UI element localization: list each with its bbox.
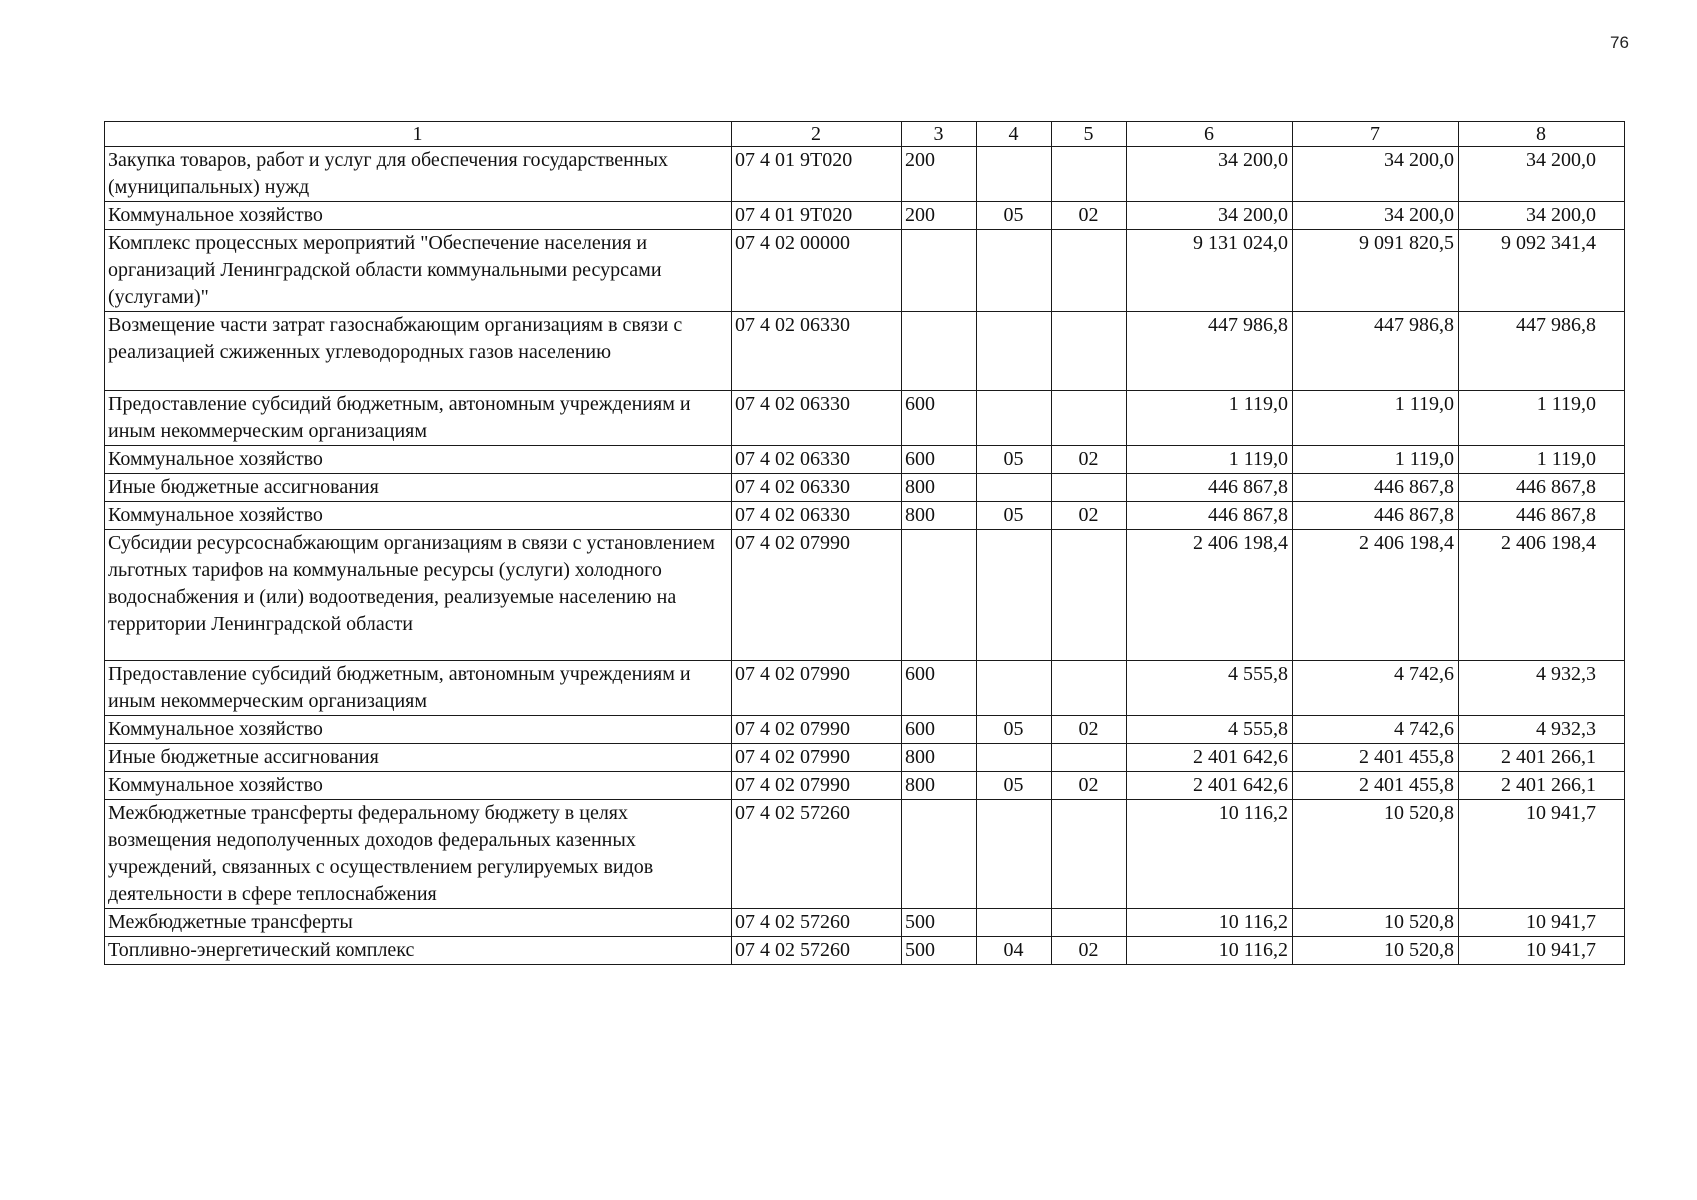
row-subsection: [1052, 800, 1127, 909]
row-subsection: 02: [1052, 772, 1127, 800]
row-subsection: [1052, 661, 1127, 716]
row-amount-col8: 2 401 266,1: [1459, 772, 1625, 800]
row-name: Коммунальное хозяйство: [105, 446, 732, 474]
row-name: Предоставление субсидий бюджетным, автономным учреждениям и иным некоммерческим организациям: [105, 661, 732, 716]
row-expense-type: 200: [902, 202, 977, 230]
row-amount-col7: 4 742,6: [1293, 661, 1459, 716]
row-section: 05: [977, 502, 1052, 530]
row-subsection: 02: [1052, 716, 1127, 744]
row-amount-col8: 10 941,7: [1459, 937, 1625, 965]
table-row: [105, 312, 1625, 391]
row-expense-type: 600: [902, 661, 977, 716]
row-expense-type: 600: [902, 446, 977, 474]
row-amount-col8: 1 119,0: [1459, 446, 1625, 474]
row-amount-col6: 446 867,8: [1127, 474, 1293, 502]
row-name: Топливно-энергетический комплекс: [105, 937, 732, 965]
row-amount-col8: 10 941,7: [1459, 800, 1625, 909]
row-amount-col8: 446 867,8: [1459, 502, 1625, 530]
row-code: 07 4 02 06330: [732, 474, 902, 502]
row-amount-col8: 34 200,0: [1459, 147, 1625, 202]
column-header: 3: [902, 122, 977, 147]
row-code: 07 4 01 9Т020: [732, 147, 902, 202]
table-row: [105, 530, 1625, 661]
row-subsection: [1052, 230, 1127, 312]
row-code: 07 4 02 07990: [732, 661, 902, 716]
row-amount-col6: 2 406 198,4: [1127, 530, 1293, 661]
row-amount-col7: 10 520,8: [1293, 909, 1459, 937]
table-row: [105, 391, 1625, 446]
page-number: 76: [1610, 33, 1629, 52]
row-amount-col7: 34 200,0: [1293, 202, 1459, 230]
row-expense-type: 800: [902, 474, 977, 502]
row-amount-col8: 9 092 341,4: [1459, 230, 1625, 312]
row-amount-col6: 10 116,2: [1127, 937, 1293, 965]
column-header: 5: [1052, 122, 1127, 147]
row-amount-col8: 4 932,3: [1459, 716, 1625, 744]
row-amount-col7: 9 091 820,5: [1293, 230, 1459, 312]
row-code: 07 4 01 9Т020: [732, 202, 902, 230]
row-expense-type: 800: [902, 772, 977, 800]
row-subsection: 02: [1052, 502, 1127, 530]
row-name: Закупка товаров, работ и услуг для обеспечения государственных (муниципальных) нужд: [105, 147, 732, 202]
row-code: 07 4 02 57260: [732, 800, 902, 909]
row-amount-col6: 1 119,0: [1127, 446, 1293, 474]
budget-table: [104, 121, 1625, 965]
row-name: Возмещение части затрат газоснабжающим организациям в связи с реализацией сжиженных углеводородных газов населению: [105, 312, 732, 391]
row-amount-col8: 1 119,0: [1459, 391, 1625, 446]
table-row: [105, 772, 1625, 800]
row-amount-col7: 2 401 455,8: [1293, 772, 1459, 800]
row-section: 05: [977, 446, 1052, 474]
row-name: Коммунальное хозяйство: [105, 716, 732, 744]
row-amount-col8: 10 941,7: [1459, 909, 1625, 937]
row-expense-type: 600: [902, 716, 977, 744]
row-amount-col8: 447 986,8: [1459, 312, 1625, 391]
row-section: [977, 744, 1052, 772]
row-subsection: [1052, 530, 1127, 661]
row-code: 07 4 02 07990: [732, 716, 902, 744]
row-amount-col7: 10 520,8: [1293, 937, 1459, 965]
row-amount-col6: 10 116,2: [1127, 800, 1293, 909]
row-amount-col7: 1 119,0: [1293, 391, 1459, 446]
row-code: 07 4 02 06330: [732, 312, 902, 391]
row-amount-col7: 446 867,8: [1293, 474, 1459, 502]
row-expense-type: [902, 530, 977, 661]
column-header: 7: [1293, 122, 1459, 147]
row-amount-col8: 2 406 198,4: [1459, 530, 1625, 661]
table-row: [105, 202, 1625, 230]
row-name: Иные бюджетные ассигнования: [105, 474, 732, 502]
row-section: 05: [977, 202, 1052, 230]
row-expense-type: 800: [902, 744, 977, 772]
column-header: 2: [732, 122, 902, 147]
row-expense-type: [902, 230, 977, 312]
table-row: [105, 230, 1625, 312]
row-amount-col8: 4 932,3: [1459, 661, 1625, 716]
row-code: 07 4 02 57260: [732, 937, 902, 965]
row-expense-type: 600: [902, 391, 977, 446]
row-expense-type: [902, 800, 977, 909]
table-row: [105, 661, 1625, 716]
row-amount-col7: 447 986,8: [1293, 312, 1459, 391]
row-subsection: [1052, 147, 1127, 202]
row-amount-col7: 446 867,8: [1293, 502, 1459, 530]
row-subsection: [1052, 312, 1127, 391]
row-section: 04: [977, 937, 1052, 965]
row-section: [977, 147, 1052, 202]
row-section: [977, 230, 1052, 312]
table-row: [105, 147, 1625, 202]
row-section: [977, 800, 1052, 909]
row-amount-col6: 9 131 024,0: [1127, 230, 1293, 312]
row-amount-col6: 34 200,0: [1127, 147, 1293, 202]
row-amount-col6: 34 200,0: [1127, 202, 1293, 230]
row-amount-col7: 2 401 455,8: [1293, 744, 1459, 772]
row-name: Межбюджетные трансферты федеральному бюджету в целях возмещения недополученных доходов федеральных казенных учреждений, связанных с осуществлением регулируемых видов деятельности в сфере теплоснабжения: [105, 800, 732, 909]
table-row: [105, 474, 1625, 502]
row-expense-type: [902, 312, 977, 391]
row-section: [977, 474, 1052, 502]
row-code: 07 4 02 07990: [732, 772, 902, 800]
row-amount-col6: 4 555,8: [1127, 661, 1293, 716]
row-section: [977, 530, 1052, 661]
row-code: 07 4 02 00000: [732, 230, 902, 312]
row-code: 07 4 02 06330: [732, 502, 902, 530]
row-amount-col6: 2 401 642,6: [1127, 744, 1293, 772]
row-subsection: [1052, 474, 1127, 502]
row-section: 05: [977, 772, 1052, 800]
row-amount-col6: 10 116,2: [1127, 909, 1293, 937]
row-name: Коммунальное хозяйство: [105, 502, 732, 530]
row-code: 07 4 02 57260: [732, 909, 902, 937]
table-row: [105, 744, 1625, 772]
row-subsection: [1052, 909, 1127, 937]
row-subsection: [1052, 744, 1127, 772]
row-name: Коммунальное хозяйство: [105, 202, 732, 230]
row-section: [977, 312, 1052, 391]
table-row: [105, 800, 1625, 909]
row-expense-type: 500: [902, 937, 977, 965]
row-name: Коммунальное хозяйство: [105, 772, 732, 800]
row-name: Межбюджетные трансферты: [105, 909, 732, 937]
column-number-header-row: [105, 122, 1625, 147]
row-amount-col8: 34 200,0: [1459, 202, 1625, 230]
row-amount-col6: 1 119,0: [1127, 391, 1293, 446]
row-name: Предоставление субсидий бюджетным, автономным учреждениям и иным некоммерческим организациям: [105, 391, 732, 446]
row-code: 07 4 02 06330: [732, 446, 902, 474]
row-subsection: 02: [1052, 937, 1127, 965]
row-amount-col6: 2 401 642,6: [1127, 772, 1293, 800]
row-amount-col6: 446 867,8: [1127, 502, 1293, 530]
table-row: [105, 937, 1625, 965]
row-amount-col6: 447 986,8: [1127, 312, 1293, 391]
row-expense-type: 500: [902, 909, 977, 937]
row-amount-col7: 1 119,0: [1293, 446, 1459, 474]
row-subsection: [1052, 391, 1127, 446]
row-name: Иные бюджетные ассигнования: [105, 744, 732, 772]
row-expense-type: 200: [902, 147, 977, 202]
table-row: [105, 502, 1625, 530]
row-name: Комплекс процессных мероприятий "Обеспечение населения и организаций Ленинградской области коммунальными ресурсами (услугами)": [105, 230, 732, 312]
row-code: 07 4 02 07990: [732, 530, 902, 661]
row-section: 05: [977, 716, 1052, 744]
row-amount-col8: 446 867,8: [1459, 474, 1625, 502]
row-amount-col7: 4 742,6: [1293, 716, 1459, 744]
table-row: [105, 716, 1625, 744]
row-amount-col8: 2 401 266,1: [1459, 744, 1625, 772]
row-section: [977, 909, 1052, 937]
row-amount-col6: 4 555,8: [1127, 716, 1293, 744]
row-expense-type: 800: [902, 502, 977, 530]
row-amount-col7: 34 200,0: [1293, 147, 1459, 202]
column-header: 1: [105, 122, 732, 147]
table-row: [105, 446, 1625, 474]
column-header: 8: [1459, 122, 1625, 147]
row-section: [977, 661, 1052, 716]
row-amount-col7: 10 520,8: [1293, 800, 1459, 909]
row-code: 07 4 02 06330: [732, 391, 902, 446]
row-code: 07 4 02 07990: [732, 744, 902, 772]
column-header: 6: [1127, 122, 1293, 147]
row-subsection: 02: [1052, 202, 1127, 230]
table-row: [105, 909, 1625, 937]
row-name: Субсидии ресурсоснабжающим организациям в связи с установлением льготных тарифов на коммунальные ресурсы (услуги) холодного водоснабжения и (или) водоотведения, реализуемые населению на территории Ленинградской области: [105, 530, 732, 661]
column-header: 4: [977, 122, 1052, 147]
row-subsection: 02: [1052, 446, 1127, 474]
row-amount-col7: 2 406 198,4: [1293, 530, 1459, 661]
row-section: [977, 391, 1052, 446]
